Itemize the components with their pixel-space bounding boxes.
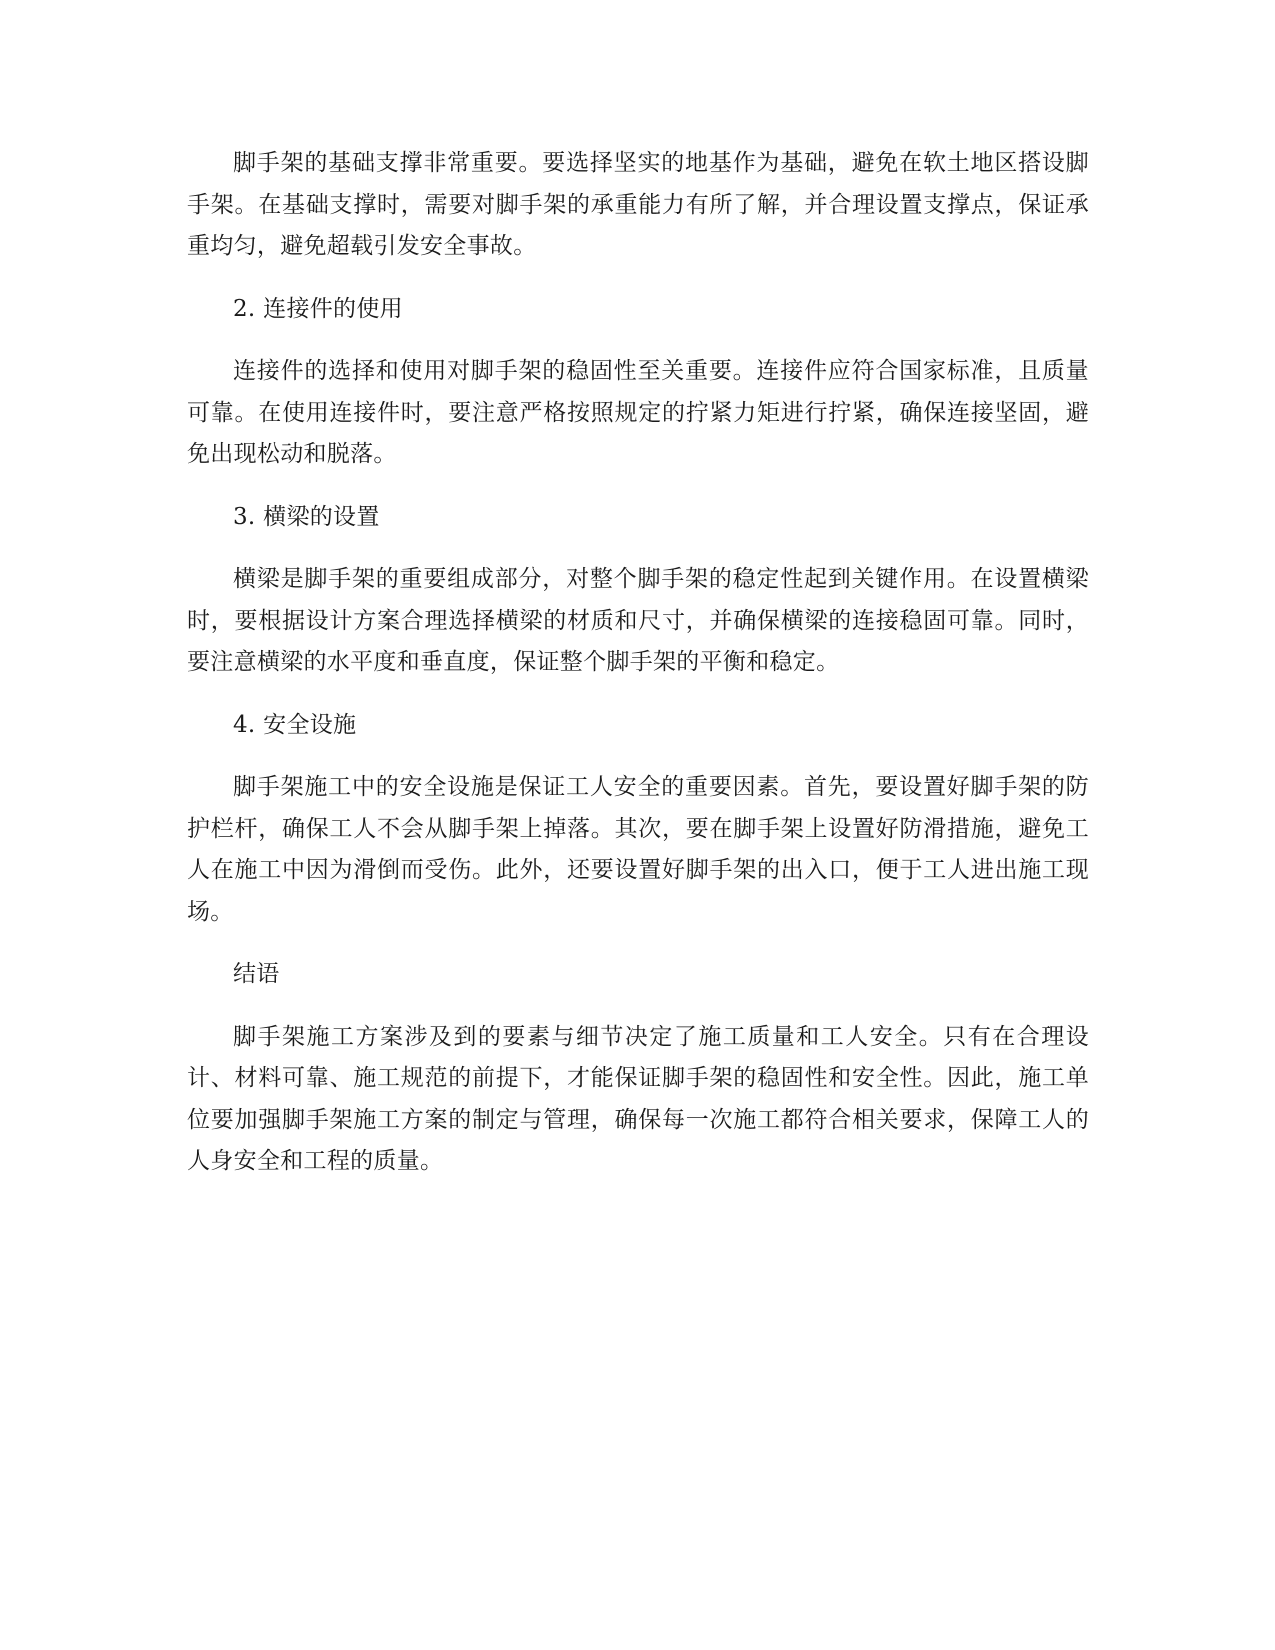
heading-crossbeams: 3. 横梁的设置	[233, 503, 380, 530]
paragraph-safety-facilities: 脚手架施工中的安全设施是保证工人安全的重要因素。首先，要设置好脚手架的防护栏杆，确保工人不会从脚手架上掉落。其次，要在脚手架上设置好防滑措施，避免工人在施工中因为滑倒而受伤。此外，还要设置好脚手架的出入口，便于工人进出施工现场。	[187, 774, 1089, 925]
paragraph-crossbeams: 横梁是脚手架的重要组成部分，对整个脚手架的稳定性起到关键作用。在设置横梁时，要根据设计方案合理选择横梁的材质和尺寸，并确保横梁的连接稳固可靠。同时，要注意横梁的水平度和垂直度，保证整个脚手架的平衡和稳定。	[187, 566, 1089, 675]
heading-safety-facilities: 4. 安全设施	[233, 711, 357, 738]
paragraph-conclusion: 脚手架施工方案涉及到的要素与细节决定了施工质量和工人安全。只有在合理设计、材料可靠、施工规范的前提下，才能保证脚手架的稳固性和安全性。因此，施工单位要加强脚手架施工方案的制定与管理，确保每一次施工都符合相关要求，保障工人的人身安全和工程的质量。	[187, 1023, 1089, 1174]
heading-conclusion: 结语	[233, 961, 280, 987]
paragraph-connectors: 连接件的选择和使用对脚手架的稳固性至关重要。连接件应符合国家标准，且质量可靠。在使用连接件时，要注意严格按照规定的拧紧力矩进行拧紧，确保连接坚固，避免出现松动和脱落。	[187, 358, 1089, 467]
heading-connectors: 2. 连接件的使用	[233, 295, 403, 322]
document-body	[187, 143, 1089, 1204]
paragraph-foundation-support: 脚手架的基础支撑非常重要。要选择坚实的地基作为基础，避免在软土地区搭设脚手架。在基础支撑时，需要对脚手架的承重能力有所了解，并合理设置支撑点，保证承重均匀，避免超载引发安全事故。	[187, 150, 1089, 259]
